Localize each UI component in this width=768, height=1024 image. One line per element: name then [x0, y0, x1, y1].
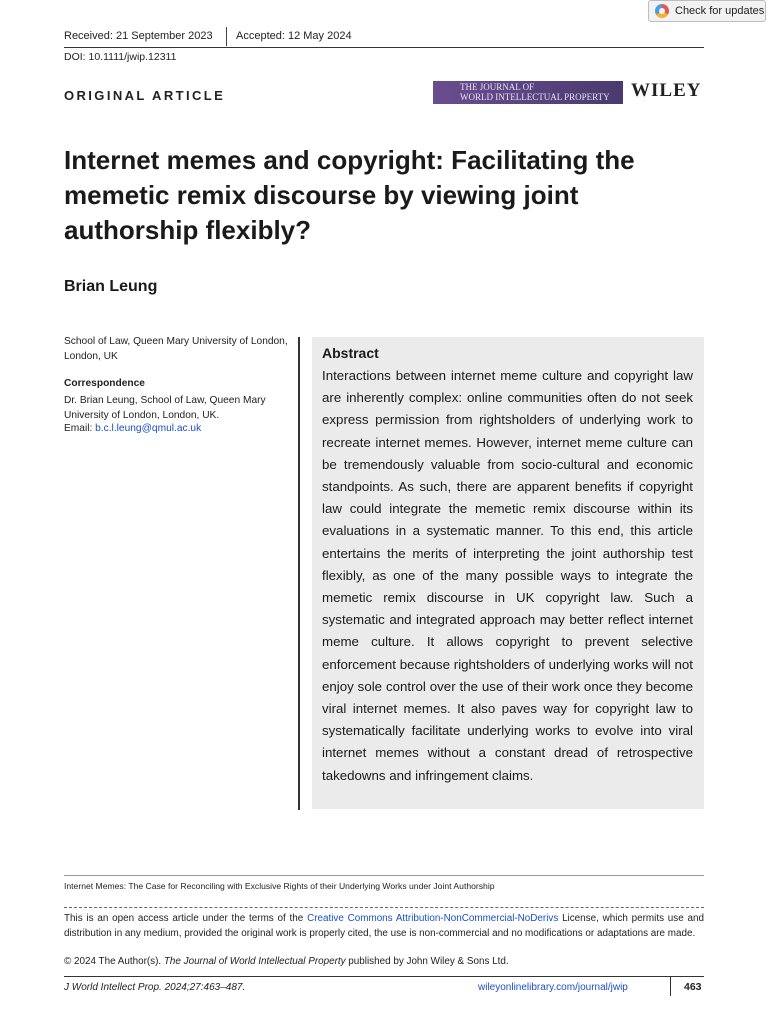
accepted-date: Accepted: 12 May 2024: [236, 30, 352, 42]
received-date: Received: 21 September 2023: [64, 30, 213, 42]
article-type: ORIGINAL ARTICLE: [64, 88, 226, 103]
license-prefix: This is an open access article under the terms of the: [64, 913, 308, 924]
check-for-updates-label: Check for updates: [675, 5, 765, 17]
abstract-heading: Abstract: [322, 345, 379, 361]
license-text: [64, 911, 704, 941]
footnote-rule: [64, 875, 704, 876]
correspondence-label: Correspondence: [64, 378, 145, 389]
footnote: Internet Memes: The Case for Reconciling with Exclusive Rights of their Underlying Works under Joint Authorship: [64, 881, 495, 891]
publisher-logo: WILEY: [631, 80, 702, 101]
doi: DOI: 10.1111/jwip.12311: [64, 51, 177, 63]
copyright-prefix: © 2024 The Author(s).: [64, 956, 164, 967]
journal-logo-line1: THE JOURNAL OF: [460, 82, 535, 92]
license-rule: [64, 907, 704, 908]
crossmark-icon: [655, 4, 669, 18]
abstract-body: Interactions between internet meme culture and copyright law are inherently complex: online communities often do not seek express permission from rightsholders of underlying work to recreate internet memes. However, internet meme culture can be tremendously valuable from socio-cultural and economic standpoints. As such, there are apparent benefits if copyright law could integrate the memetic remix discourse within its evaluations in a systematic manner. To this end, this article entertains the merits of interpreting the joint authorship test flexibly, as one of the many possible ways to integrate the memetic remix discourse in UK copyright law. Such a systematic and integrated approach may better reflect internet meme culture. It allows copyright to prevent selective enforcement because rightsholders of underlying works will not enjoy sole control over the use of their work once they become viral internet memes. It also paves way for copyright law to systematically facilitate underlying works to evolve into viral internet memes without a constant dread of retrospective takedowns and infringement claims.: [322, 368, 693, 783]
page-number: 463: [684, 981, 702, 993]
affiliation: School of Law, Queen Mary University of London, London, UK: [64, 336, 288, 362]
journal-logo: [433, 81, 623, 104]
header-rule: [64, 47, 704, 48]
meta-divider: [226, 27, 227, 46]
license-suffix: License, which permits use and distribution in any medium, provided the original work is properly cited, the use is non-commercial and no modifications or adaptations are made.: [64, 913, 704, 939]
journal-citation: J World Intellect Prop. 2024;27:463–487.: [64, 982, 246, 993]
check-for-updates-button[interactable]: [648, 0, 766, 22]
copyright-line: [64, 956, 509, 967]
email-link[interactable]: b.c.l.leung@qmul.ac.uk: [95, 423, 202, 434]
journal-logo-line2: WORLD INTELLECTUAL PROPERTY: [460, 91, 610, 102]
article-title: Internet memes and copyright: Facilitating the memetic remix discourse by viewing joint authorship flexibly?: [64, 145, 635, 245]
license-link[interactable]: Creative Commons Attribution-NonCommercial-NoDerivs: [307, 913, 559, 924]
correspondence-text: Dr. Brian Leung, School of Law, Queen Mary University of London, London, UK.: [64, 395, 266, 421]
journal-site-link[interactable]: wileyonlinelibrary.com/journal/jwip: [478, 982, 628, 993]
author-name: Brian Leung: [64, 278, 158, 295]
page-divider: [670, 976, 671, 996]
copyright-suffix: published by John Wiley & Sons Ltd.: [345, 956, 509, 967]
footer-rule: [64, 976, 704, 977]
column-divider: [298, 337, 300, 810]
copyright-journal: The Journal of World Intellectual Property: [163, 956, 346, 967]
email-label: Email:: [64, 423, 96, 434]
email-line: [64, 423, 201, 434]
